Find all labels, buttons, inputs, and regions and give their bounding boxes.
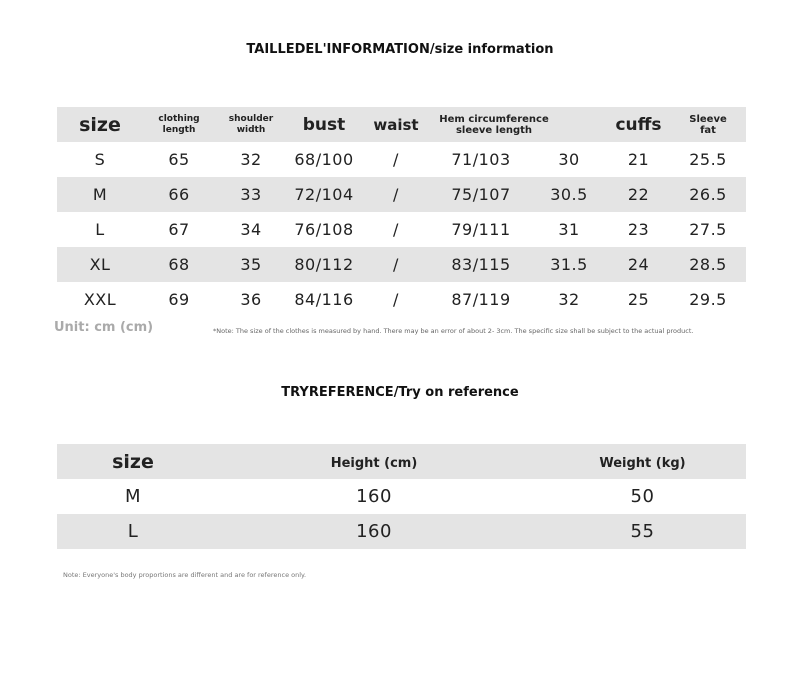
cell-cuffs: 24 (607, 247, 670, 282)
cell-hem: 87/119 (451, 290, 511, 309)
cell-sleeve-length: 32 (558, 290, 580, 309)
cell-waist: / (393, 150, 399, 169)
table-row (57, 514, 746, 549)
cell-waist: / (361, 177, 431, 212)
header-shoulder-width: shoulder width (215, 107, 287, 142)
cell-clothing-length: 69 (168, 290, 190, 309)
cell-weight: 50 (630, 486, 655, 507)
table-row (57, 177, 746, 212)
table-row (57, 282, 746, 317)
header-size: size (57, 444, 209, 479)
cell-hem: 79/111 (451, 220, 511, 239)
cell-bust: 80/112 (287, 247, 361, 282)
cell-sleeve-length: 31.5 (531, 247, 607, 282)
cell-sleeve-fat: 27.5 (689, 220, 727, 239)
header-bust: bust (287, 107, 361, 142)
cell-weight: 55 (539, 514, 746, 549)
header-waist: waist (361, 107, 431, 142)
reference-note: Note: Everyone's body proportions are different and are for reference only. (63, 571, 307, 579)
cell-height: 160 (209, 514, 539, 549)
header-weight: Weight (kg) (539, 444, 746, 479)
try-on-reference-table (57, 444, 746, 549)
cell-waist: / (393, 290, 399, 309)
cell-size: M (57, 177, 143, 212)
size-table-header-row (57, 107, 746, 142)
header-size: size (57, 107, 143, 142)
cell-hem: 83/115 (431, 247, 531, 282)
cell-sleeve-fat: 25.5 (689, 150, 727, 169)
cell-clothing-length: 65 (168, 150, 190, 169)
cell-clothing-length: 66 (143, 177, 215, 212)
cell-shoulder-width: 32 (240, 150, 262, 169)
cell-shoulder-width: 36 (240, 290, 262, 309)
cell-cuffs: 25 (627, 290, 650, 309)
header-clothing-length: clothing length (143, 107, 215, 142)
cell-size: XL (57, 247, 143, 282)
cell-waist: / (393, 220, 399, 239)
cell-bust: 84/116 (294, 290, 354, 309)
cell-waist: / (361, 247, 431, 282)
cell-sleeve-fat: 26.5 (670, 177, 746, 212)
header-hem-sleeve: Hem circumference sleeve length (431, 107, 607, 142)
measurement-note: *Note: The size of the clothes is measured by hand. There may be an error of about 2- 3cm. The specific size shall be subject to the actual product. (213, 327, 694, 335)
cell-size: XXL (83, 290, 117, 309)
cell-height: 160 (356, 486, 392, 507)
cell-cuffs: 22 (607, 177, 670, 212)
cell-clothing-length: 67 (168, 220, 190, 239)
cell-cuffs: 21 (627, 150, 650, 169)
cell-size: S (94, 150, 106, 169)
cell-hem: 75/107 (431, 177, 531, 212)
cell-size: L (95, 220, 105, 239)
table-row (57, 479, 746, 514)
size-info-title: TAILLEDEL'INFORMATION/size information (246, 42, 554, 57)
cell-size: M (124, 486, 142, 507)
header-sleeve-fat: Sleeve fat (670, 107, 746, 142)
table-row (57, 142, 746, 177)
cell-sleeve-length: 30 (558, 150, 580, 169)
cell-shoulder-width: 35 (215, 247, 287, 282)
cell-shoulder-width: 33 (215, 177, 287, 212)
cell-cuffs: 23 (627, 220, 650, 239)
table-row (57, 247, 746, 282)
cell-sleeve-fat: 28.5 (670, 247, 746, 282)
header-cuffs: cuffs (607, 107, 670, 142)
header-height: Height (cm) (209, 444, 539, 479)
table-row (57, 212, 746, 247)
cell-hem: 71/103 (451, 150, 511, 169)
try-reference-title: TRYREFERENCE/Try on reference (281, 385, 519, 400)
cell-sleeve-length: 30.5 (531, 177, 607, 212)
cell-clothing-length: 68 (143, 247, 215, 282)
unit-label: Unit: cm (cm) (54, 320, 154, 335)
cell-sleeve-length: 31 (558, 220, 580, 239)
cell-shoulder-width: 34 (240, 220, 262, 239)
cell-size: L (57, 514, 209, 549)
cell-bust: 72/104 (287, 177, 361, 212)
cell-bust: 76/108 (294, 220, 354, 239)
cell-sleeve-fat: 29.5 (689, 290, 727, 309)
cell-bust: 68/100 (294, 150, 354, 169)
size-information-table (57, 107, 746, 317)
try-table-header-row (57, 444, 746, 479)
